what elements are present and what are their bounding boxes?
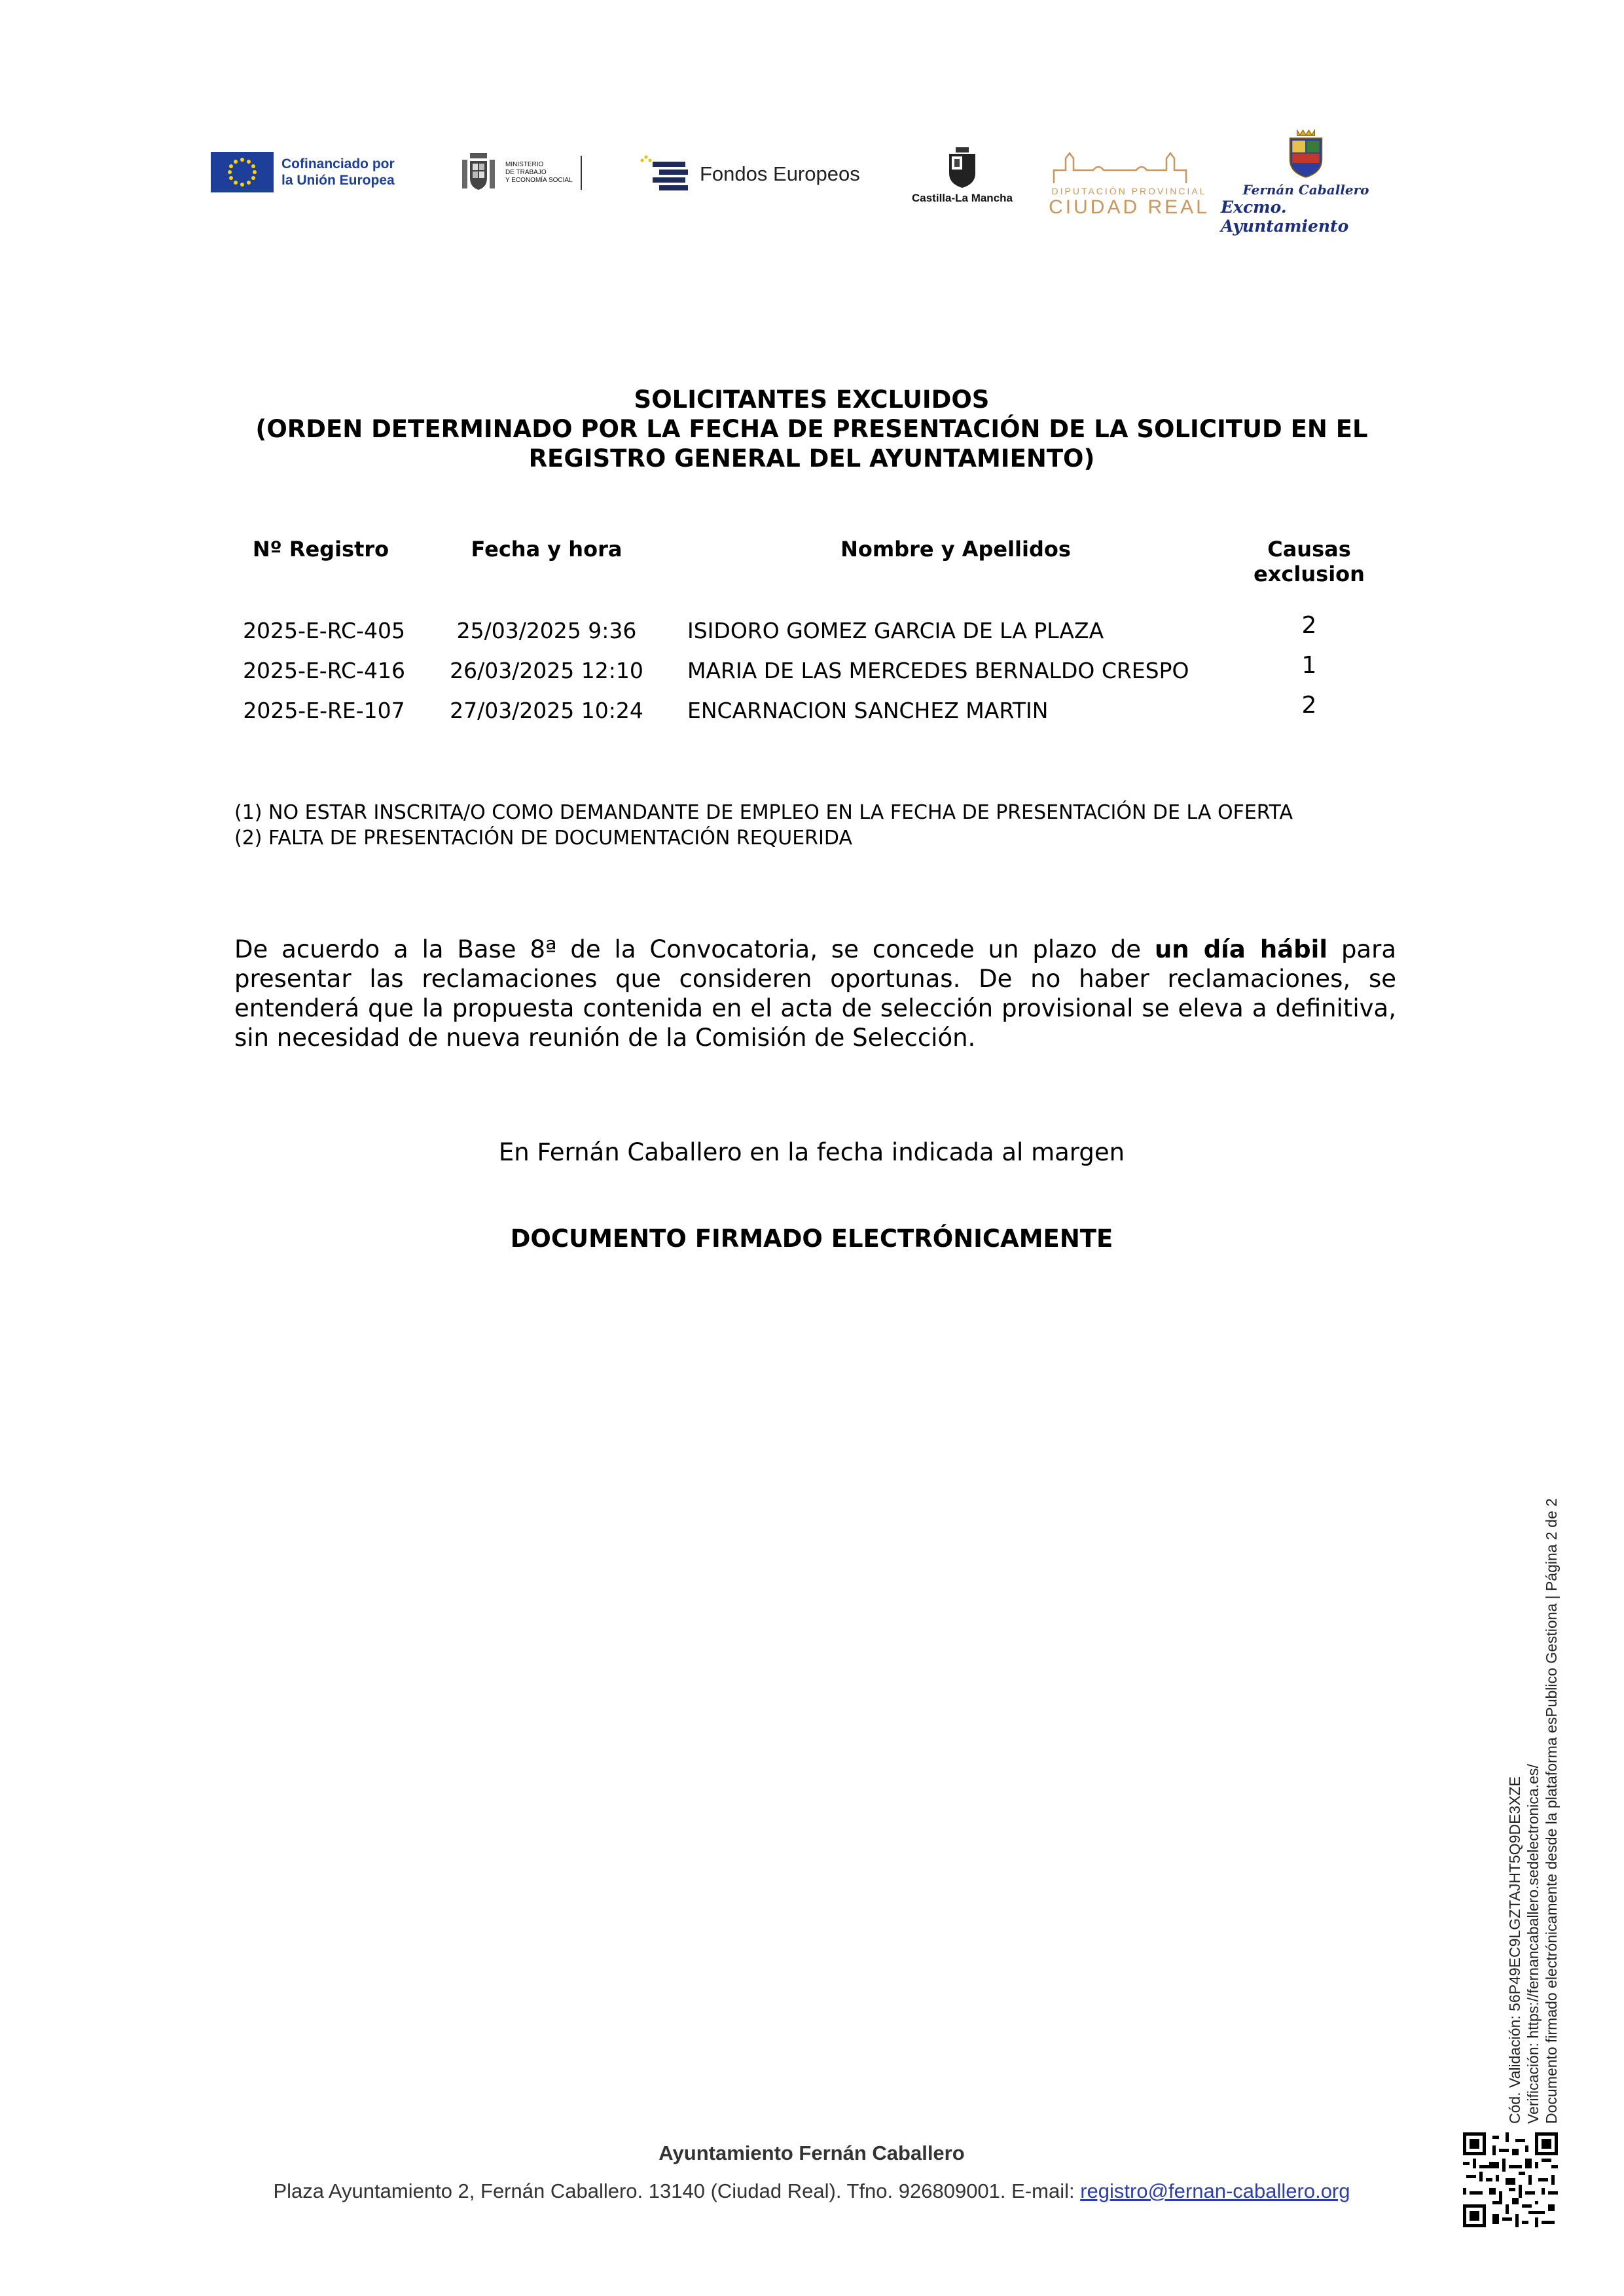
fondos-europeos-text: Fondos Europeos (700, 162, 860, 185)
cell-fecha: 25/03/2025 9:36 (456, 618, 637, 643)
verification-platform: Documento firmado electrónicamente desde la plataforma esPublico Gestiona | Página 2 de 2 (1543, 1498, 1560, 2124)
cell-causa: 2 (1301, 692, 1317, 719)
footer-address-text: Plaza Ayuntamiento 2, Fernán Caballero. 13140 (Ciudad Real). Tfno. 926809001. E-mail: (273, 2179, 1081, 2202)
eu-cofinanced-logo (211, 152, 401, 192)
title-line-1: SOLICITANTES EXCLUIDOS (634, 386, 990, 414)
document-title (236, 385, 1388, 473)
ayuntamiento-crest-subtitle: Excmo. Ayuntamiento (1221, 198, 1349, 236)
note-2: (2) FALTA DE PRESENTACIÓN DE DOCUMENTACIÓN REQUERIDA (234, 827, 852, 850)
cell-nombre: ENCARNACION SANCHEZ MARTIN (687, 698, 1049, 723)
castilla-la-mancha-shield-icon (945, 147, 979, 189)
footer-institution-name: Ayuntamiento Fernán Caballero (659, 2142, 965, 2164)
footer-email-link[interactable]: registro@fernan-caballero.org (1080, 2179, 1350, 2202)
title-line-3: REGISTRO GENERAL DEL AYUNTAMIENTO) (528, 444, 1095, 473)
verification-text (1506, 1498, 1561, 2124)
ayuntamiento-crest-name: Fernán Caballero (1242, 182, 1369, 198)
exclusion-notes (234, 800, 1396, 851)
cell-registro: 2025-E-RE-107 (243, 698, 405, 723)
eu-flag-icon (211, 152, 274, 192)
eu-logo-text: Cofinanciado por la Unión Europea (281, 156, 395, 188)
castilla-la-mancha-text: Castilla-La Mancha (912, 192, 1013, 204)
place-date-line: En Fernán Caballero en la fecha indicada al margen (498, 1138, 1125, 1166)
cell-registro: 2025-E-RC-405 (243, 618, 405, 643)
diputacion-skyline-icon (1047, 144, 1211, 186)
cell-registro: 2025-E-RC-416 (243, 658, 405, 683)
cell-causa: 2 (1301, 612, 1317, 639)
header-causas-line-2: exclusion (1254, 562, 1365, 586)
ministry-text: MINISTERIO DE TRABAJO Y ECONOMÍA SOCIAL (505, 161, 573, 184)
note-1: (1) NO ESTAR INSCRITA/O COMO DEMANDANTE DE EMPLEO EN LA FECHA DE PRESENTACIÓN DE LA OFERTA (234, 801, 1293, 824)
cell-fecha: 27/03/2025 10:24 (450, 698, 643, 723)
fondos-europeos-logo (638, 154, 867, 194)
verification-url: Verificación: https://fernancaballero.sedelectronica.es/ (1525, 1764, 1542, 2124)
header-nombre: Nombre y Apellidos (840, 537, 1071, 562)
body-paragraph (234, 935, 1396, 1052)
ministry-divider (581, 156, 582, 190)
header-fecha: Fecha y hora (471, 537, 623, 562)
castilla-la-mancha-logo (903, 147, 1021, 213)
verification-code: Cód. Validación: 56P49EC9LGZTAJHT5Q9DE3XZE (1506, 1776, 1523, 2124)
qr-code-icon (1463, 2132, 1558, 2227)
fondos-europeos-icon (638, 154, 691, 194)
header-registro: Nº Registro (252, 537, 389, 562)
diputacion-text-small: DIPUTACIÓN PROVINCIAL (1051, 186, 1207, 196)
header-causas (1224, 537, 1394, 586)
cell-nombre: ISIDORO GOMEZ GARCIA DE LA PLAZA (687, 618, 1104, 643)
header-causas-line-1: Causas (1267, 537, 1351, 562)
signed-notice: DOCUMENTO FIRMADO ELECTRÓNICAMENTE (510, 1225, 1113, 1253)
ayuntamiento-crest-icon (1283, 128, 1329, 181)
paragraph-bold-deadline: un día hábil (1154, 935, 1328, 963)
ayuntamiento-crest-logo (1221, 128, 1391, 236)
spain-shield-icon (458, 151, 499, 195)
cell-fecha: 26/03/2025 12:10 (450, 658, 643, 683)
paragraph-text-1: De acuerdo a la Base 8ª de la Convocatoria, se concede un plazo de (234, 935, 1155, 963)
paragraph-text-2: para presentar las reclamaciones que consideren oportunas. De no haber reclamaciones, se entenderá que la propuesta contenida en el acta de selección provisional se eleva a definitiva, sin necesidad de nueva reunión de la Comisión de Selección. (234, 935, 1396, 1052)
cell-nombre: MARIA DE LAS MERCEDES BERNALDO CRESPO (687, 658, 1189, 683)
cell-causa: 1 (1301, 652, 1317, 679)
diputacion-text-big: CIUDAD REAL (1049, 196, 1210, 218)
title-line-2: (ORDEN DETERMINADO POR LA FECHA DE PRESENTACIÓN DE LA SOLICITUD EN EL (255, 415, 1368, 443)
diputacion-logo (1044, 144, 1214, 229)
footer-address (216, 2179, 1407, 2203)
ministry-logo (458, 149, 615, 196)
